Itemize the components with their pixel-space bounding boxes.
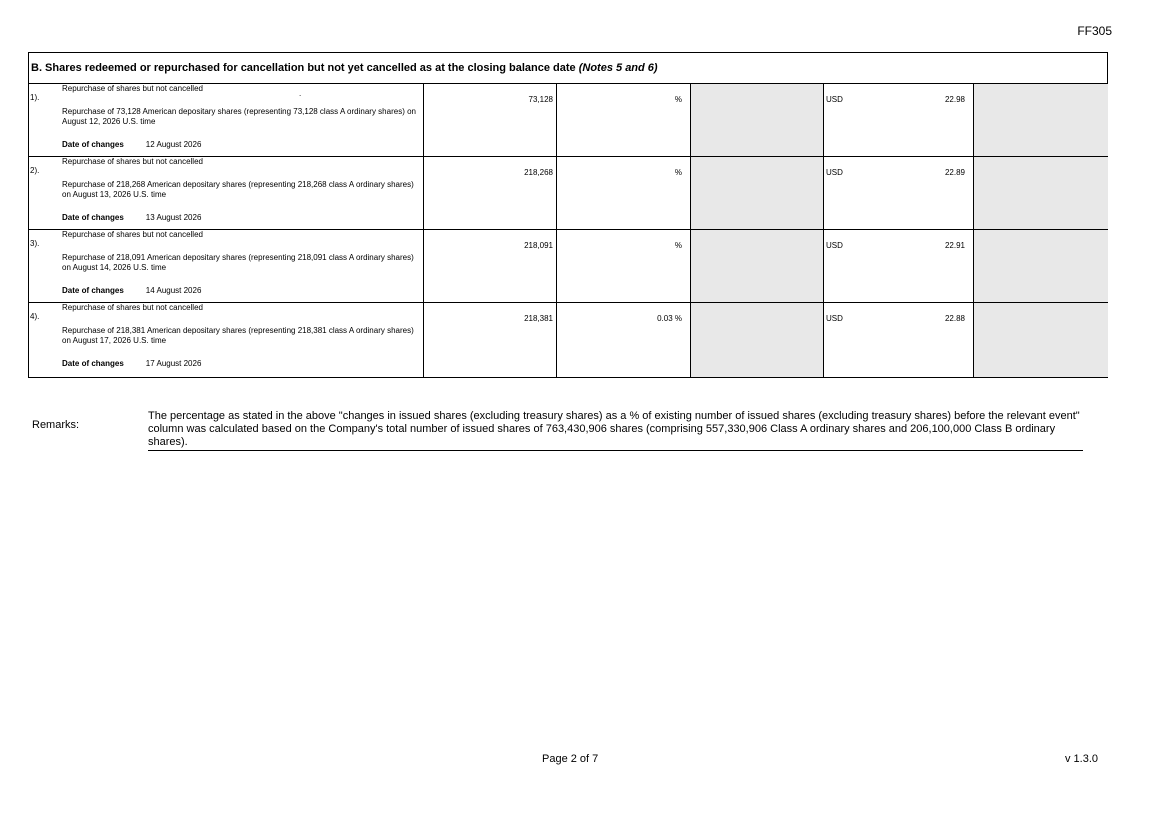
section-title-text: B. Shares redeemed or repurchased for cancellation but not yet cancelled as at the closing balance date <box>31 62 576 74</box>
price-cell <box>823 84 973 156</box>
date-label: Date of changes <box>62 359 124 368</box>
percent-cell <box>556 303 690 377</box>
date-value: 12 August 2026 <box>145 140 202 149</box>
row-index: 1). <box>30 93 40 102</box>
price-cell <box>823 230 973 302</box>
table-row <box>29 230 1107 303</box>
dot-mark: . <box>299 89 302 98</box>
percent-cell <box>556 157 690 229</box>
change-type: Repurchase of shares but not cancelled <box>62 84 203 93</box>
page-number: Page 2 of 7 <box>542 753 599 765</box>
percent-cell <box>556 230 690 302</box>
table-row <box>29 84 1107 157</box>
shaded-cell <box>690 303 823 377</box>
date-of-changes <box>62 140 201 149</box>
currency-value: USD <box>826 241 843 250</box>
date-of-changes <box>62 359 201 368</box>
shaded-cell <box>973 303 1108 377</box>
date-label: Date of changes <box>62 140 124 149</box>
shaded-cell <box>973 84 1108 156</box>
description-cell <box>29 84 423 156</box>
change-type: Repurchase of shares but not cancelled <box>62 230 203 239</box>
shares-value: 218,268 <box>524 168 553 177</box>
shaded-cell <box>690 157 823 229</box>
description-cell <box>29 157 423 229</box>
currency-value: USD <box>826 168 843 177</box>
row-index: 2). <box>30 166 40 175</box>
percent-cell <box>556 84 690 156</box>
version-label: v 1.3.0 <box>1064 753 1098 765</box>
shares-cell <box>423 84 556 156</box>
table-row <box>29 303 1107 377</box>
date-value: 14 August 2026 <box>145 286 202 295</box>
shares-value: 73,128 <box>528 95 553 104</box>
shares-cell <box>423 230 556 302</box>
date-value: 13 August 2026 <box>145 213 202 222</box>
shaded-cell <box>973 230 1108 302</box>
shares-value: 218,091 <box>524 241 553 250</box>
shaded-cell <box>690 84 823 156</box>
description-cell <box>29 303 423 377</box>
shares-value: 218,381 <box>524 314 553 323</box>
repurchase-table <box>28 52 1108 378</box>
date-value: 17 August 2026 <box>145 359 202 368</box>
currency-value: USD <box>826 314 843 323</box>
price-cell <box>823 157 973 229</box>
section-notes: (Notes 5 and 6) <box>578 62 658 74</box>
percent-value: % <box>674 95 682 104</box>
price-value: 22.89 <box>944 168 965 177</box>
price-value: 22.88 <box>944 314 965 323</box>
percent-value: % <box>674 168 682 177</box>
row-index: 4). <box>30 312 40 321</box>
section-title <box>29 53 1107 84</box>
row-index: 3). <box>30 239 40 248</box>
price-value: 22.98 <box>944 95 965 104</box>
remarks-text: The percentage as stated in the above "changes in issued shares (excluding treasury shares) as a % of existing number of issued shares (excluding treasury shares) before the relevant event" column was calculated based on the Company's total number of issued shares of 763,430,906 shares (comprising 557,330,906 Class A ordinary shares and 206,100,000 Class B ordinary shares). <box>148 410 1083 451</box>
change-description: Repurchase of 218,091 American depositary shares (representing 218,091 class A ordinary shares) on August 14, 2026 U.S. time <box>62 253 414 272</box>
shaded-cell <box>973 157 1108 229</box>
shaded-cell <box>690 230 823 302</box>
change-description: Repurchase of 218,268 American depositary shares (representing 218,268 class A ordinary shares) on August 13, 2026 U.S. time <box>62 180 414 199</box>
table-row <box>29 157 1107 230</box>
description-cell <box>29 230 423 302</box>
change-type: Repurchase of shares but not cancelled <box>62 303 203 312</box>
date-label: Date of changes <box>62 286 124 295</box>
remarks-label: Remarks: <box>32 419 80 431</box>
percent-value: 0.03 % <box>657 314 682 323</box>
percent-value: % <box>674 241 682 250</box>
table-rows <box>29 84 1107 377</box>
change-type: Repurchase of shares but not cancelled <box>62 157 203 166</box>
date-of-changes <box>62 213 201 222</box>
date-label: Date of changes <box>62 213 124 222</box>
price-cell <box>823 303 973 377</box>
shares-cell <box>423 303 556 377</box>
form-code: FF305 <box>1077 24 1112 38</box>
change-description: Repurchase of 73,128 American depositary shares (representing 73,128 class A ordinary shares) on August 12, 2026 U.S. time <box>62 107 416 126</box>
change-description: Repurchase of 218,381 American depositary shares (representing 218,381 class A ordinary shares) on August 17, 2026 U.S. time <box>62 326 414 345</box>
price-value: 22.91 <box>944 241 965 250</box>
date-of-changes <box>62 286 201 295</box>
shares-cell <box>423 157 556 229</box>
currency-value: USD <box>826 95 843 104</box>
